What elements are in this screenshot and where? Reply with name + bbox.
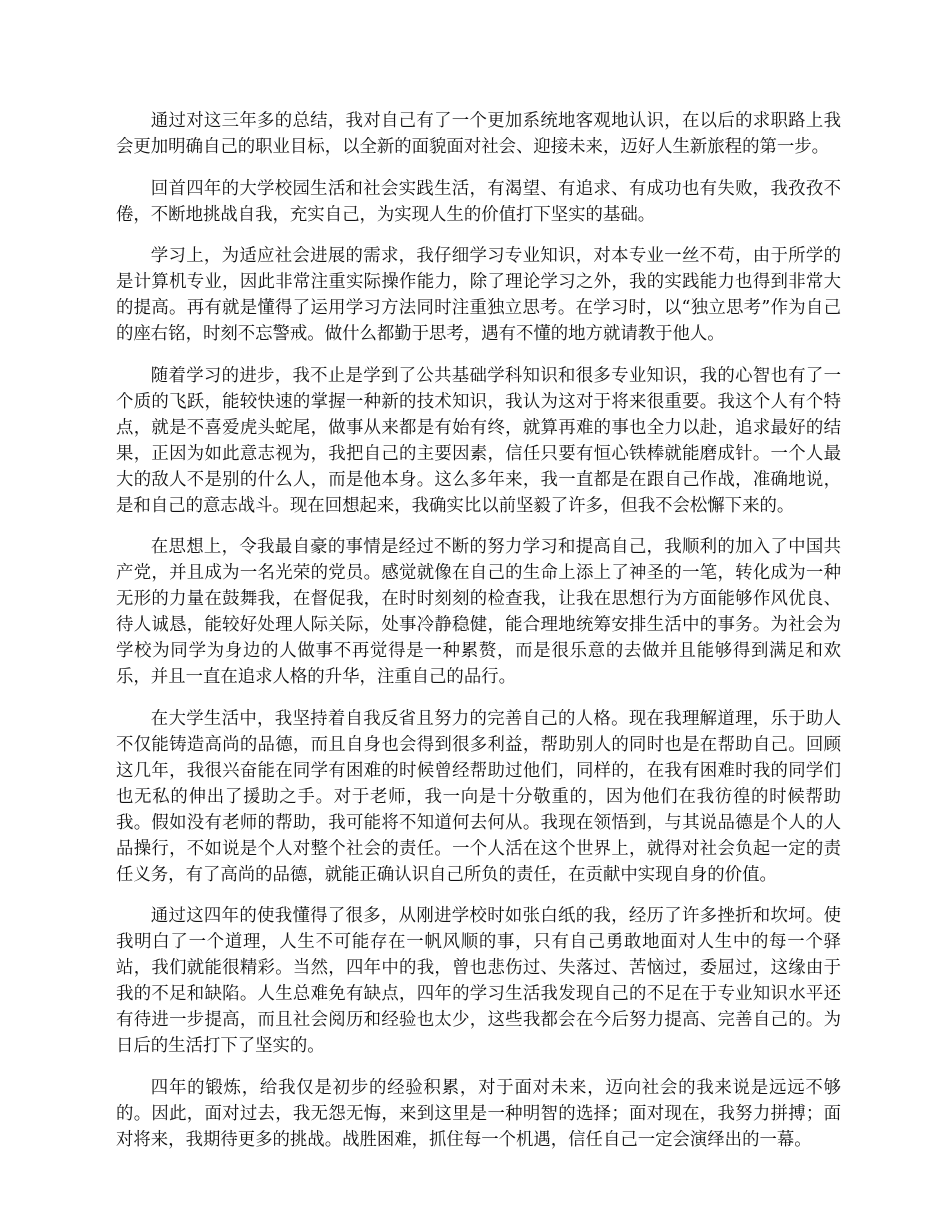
paragraph: 通过这四年的使我懂得了很多，从刚进学校时如张白纸的我，经历了许多挫折和坎坷。使我明白了一个道理，人生不可能存在一帆风顺的事，只有自己勇敢地面对人生中的每一个驿站，我们就能很精彩。当然，四年中的我，曾也悲伤过、失落过、苦恼过，委屈过，这缘由于我的不足和缺陷。人生总难免有缺点，四年的学习生活我发现自己的不足在于专业知识水平还有待进一步提高，而且社会阅历和经验也太少，这些我都会在今后努力提高、完善自己的。为日后的生活打下了坚实的。 [116, 906, 841, 1056]
paragraph: 随着学习的进步，我不止是学到了公共基础学科知识和很多专业知识，我的心智也有了一个质的飞跃，能较快速的掌握一种新的技术知识，我认为这对于将来很重要。我这个人有个特点，就是不喜爱虎头蛇尾，做事从来都是有始有终，就算再难的事也全力以赴，追求最好的结果，正因为如此意志视为，我把自己的主要因素，信任只要有恒心铁棒就能磨成针。一个人最大的敌人不是别的什么人，而是他本身。这么多年来，我一直都是在跟自己作战，准确地说，是和自己的意志战斗。现在回想起来，我确实比以前坚毅了许多，但我不会松懈下来的。 [116, 365, 841, 516]
paragraph: 在思想上，令我最自豪的事情是经过不断的努力学习和提高自己，我顺利的加入了中国共产党，并且成为一名光荣的党员。感觉就像在自己的生命上添上了神圣的一笔，转化成为一种无形的力量在鼓舞我，在督促我，在时时刻刻的检查我，让我在思想行为方面能够作风优良、待人诚恳，能较好处理人际关际，处事冷静稳健，能合理地统筹安排生活中的事务。为社会为学校为同学为身边的人做事不再觉得是一种累赘，而是很乐意的去做并且能够得到满足和欢乐，并且一直在追求人格的升华，注重自己的品行。 [116, 537, 841, 687]
document-body [116, 108, 841, 1168]
paragraph: 通过对这三年多的总结，我对自己有了一个更加系统地客观地认识，在以后的求职路上我会更加明确自己的职业目标，以全新的面貌面对社会、迎接未来，迈好人生新旅程的第一步。 [116, 111, 841, 157]
paragraph: 四年的锻炼，给我仅是初步的经验积累，对于面对未来，迈向社会的我来说是远远不够的。因此，面对过去，我无怨无悔，来到这里是一种明智的选择；面对现在，我努力拼搏；面对将来，我期待更多的挑战。战胜困难，抓住每一个机遇，信任自己一定会演绎出的一幕。 [116, 1077, 841, 1150]
paragraph: 在大学生活中，我坚持着自我反省且努力的完善自己的人格。现在我理解道理，乐于助人不仅能铸造高尚的品德，而且自身也会得到很多利益，帮助别人的同时也是在帮助自己。回顾这几年，我很兴奋能在同学有困难的时候曾经帮助过他们，同样的，在我有困难时我的同学们也无私的伸出了援助之手。对于老师，我一向是十分敬重的，因为他们在我彷徨的时候帮助我。假如没有老师的帮助，我可能将不知道何去何从。我现在领悟到，与其说品德是个人的人品操行，不如说是个人对整个社会的责任。一个人活在这个世界上，就得对社会负起一定的责任义务，有了高尚的品德，就能正确认识自己所负的责任，在贡献中实现自身的价值。 [116, 708, 841, 885]
paragraph: 学习上，为适应社会进展的需求，我仔细学习专业知识，对本专业一丝不苟，由于所学的是计算机专业，因此非常注重实际操作能力，除了理论学习之外，我的实践能力也得到非常大的提高。再有就是懂得了运用学习方法同时注重独立思考。在学习时，以“独立思考”作为自己的座右铭，时刻不忘警戒。做什么都勤于思考，遇有不懂的地方就请教于他人。 [116, 246, 841, 344]
paragraph: 回首四年的大学校园生活和社会实践生活，有渴望、有追求、有成功也有失败，我孜孜不倦，不断地挑战自我，充实自己，为实现人生的价值打下坚实的基础。 [116, 178, 841, 225]
